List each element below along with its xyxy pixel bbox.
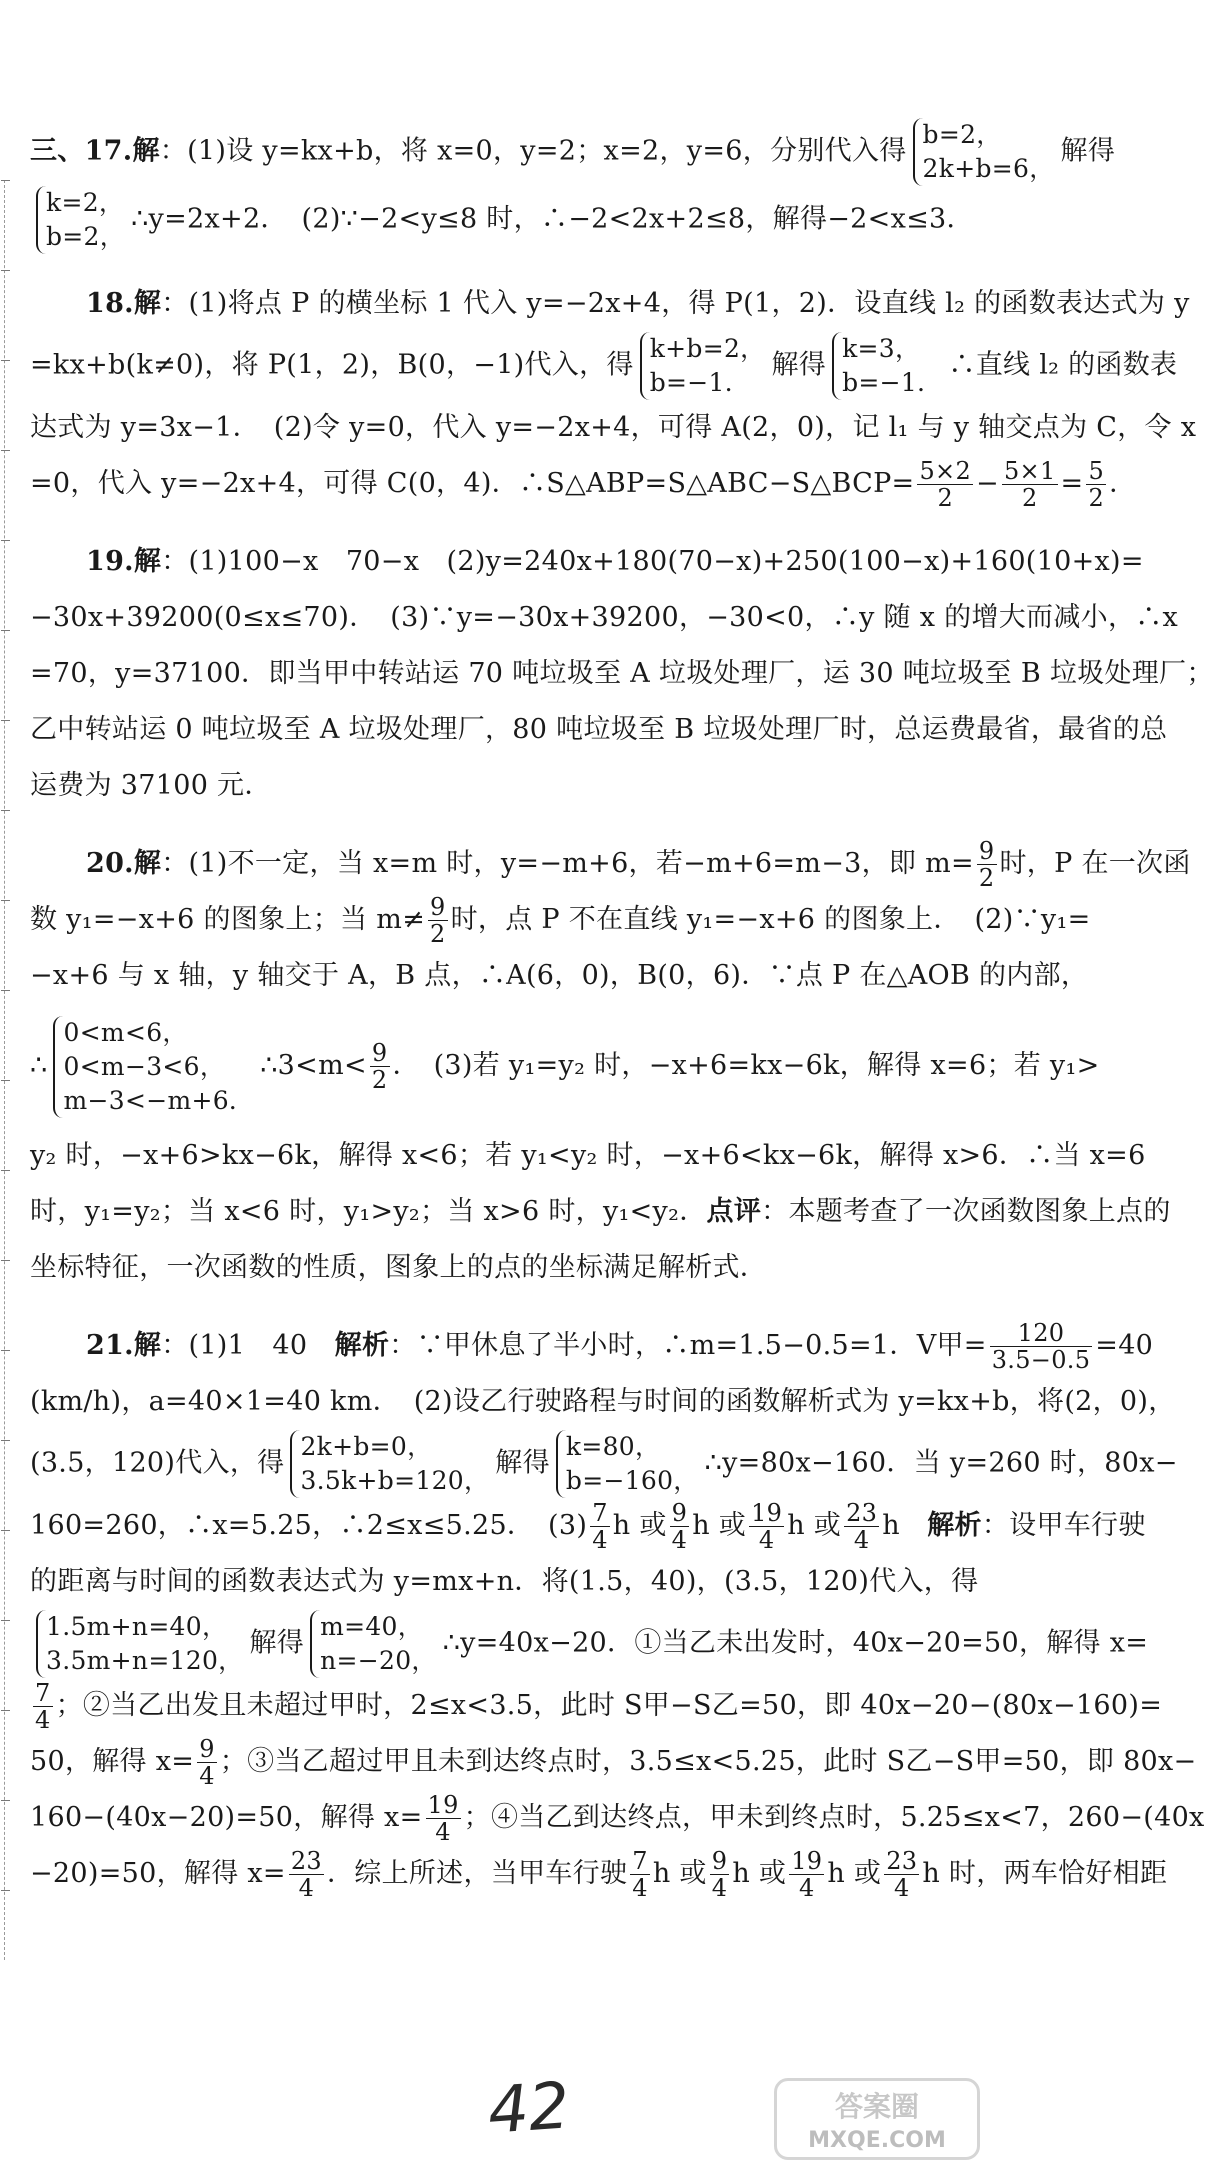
numerator: 23 xyxy=(886,1847,918,1875)
equation: k+b=2， xyxy=(649,334,766,363)
equation: 2k+b=0， xyxy=(300,1432,433,1461)
text: ：(1)设 y=kx+b，将 x=0，y=2；x=2，y=6，分别代入得 xyxy=(159,135,907,167)
answer-content xyxy=(30,118,1214,1924)
numerator: 19 xyxy=(791,1847,823,1875)
fraction xyxy=(630,1848,650,1901)
analysis-keyword: 解析 xyxy=(334,1330,390,1361)
text: ．综上所述，当甲车行驶 xyxy=(326,1858,628,1889)
text: h 或 xyxy=(732,1858,787,1889)
fraction xyxy=(670,1500,690,1553)
text: 时，P 在一次函 xyxy=(999,848,1191,879)
denominator: 3.5−0.5 xyxy=(991,1346,1091,1374)
solution-keyword: 解 xyxy=(133,848,162,879)
numerator: 5 xyxy=(1088,457,1105,485)
text: 时，点 P 不在直线 y₁=−x+6 的图象上． (2)∵y₁= xyxy=(450,904,1091,935)
text: ：(1)不一定，当 x=m 时，y=−m+6，若−m+6=m−3，即 m= xyxy=(161,848,974,879)
equation-system xyxy=(53,1016,254,1118)
line xyxy=(30,534,1144,590)
denominator: 4 xyxy=(199,1762,215,1790)
fraction xyxy=(990,1320,1093,1373)
fraction xyxy=(370,1040,390,1093)
denominator: 4 xyxy=(435,1818,451,1846)
text: =kx+b(k≠0)，将 P(1，2)，B(0，−1)代入，得 xyxy=(30,349,634,381)
numerator: 5×2 xyxy=(919,457,972,485)
text: ：设甲车行驶 xyxy=(981,1510,1146,1541)
denominator: 4 xyxy=(632,1874,648,1902)
numerator: 7 xyxy=(592,1499,608,1527)
line xyxy=(30,1128,1146,1184)
line xyxy=(30,758,978,814)
line xyxy=(30,186,978,254)
line xyxy=(30,1678,1163,1734)
text: ；④当乙到达终点，甲未到终点时，5.25≤x<7，260−(40x xyxy=(463,1802,1205,1833)
fraction xyxy=(33,1680,53,1733)
text: ∴y=2x+2． (2)∵−2<y≤8 时，∴−2<2x+2≤8，解得−2<x≤3． xyxy=(131,203,974,235)
watermark-text: 答案圈 xyxy=(834,2090,919,2123)
text: ：本题考查了一次函数图象上点的 xyxy=(761,1196,1171,1227)
text: (3.5，120)代入，得 xyxy=(30,1447,285,1479)
text: =0，代入 y=−2x+4，可得 C(0，4)．∴S△ABP=S△ABC−S△BCP= xyxy=(30,468,915,499)
text: ∴直线 l₂ 的函数表 xyxy=(948,349,1178,381)
text: 乙中转站运 0 吨垃圾至 A 垃圾处理厂，80 吨垃圾至 B 垃圾处理厂时，总运费最省，最省的总 xyxy=(30,714,1168,745)
question-number: 三、17. xyxy=(30,135,133,167)
numerator: 9 xyxy=(371,1039,388,1067)
text: (km/h)，a=40×1=40 km． (2)设乙行驶路程与时间的函数解析式为 y=kx+b，将(2，0)， xyxy=(30,1386,1176,1417)
denominator: 2 xyxy=(1021,484,1038,512)
fraction xyxy=(590,1500,610,1553)
equation: m−3<−m+6． xyxy=(63,1085,255,1115)
line xyxy=(30,1240,978,1296)
line: ∴ 0<m<6， 0<m−3<6， m−3<−m+6． ∴3<m< $\frac{9}{2}$ ． (3)若 y₁=y₂ 时，−x+6=kx−6k，解得 x=6；若 y₁> xyxy=(30,1004,978,1128)
equation: 0<m<6， xyxy=(63,1017,188,1047)
denominator: 4 xyxy=(798,1874,815,1902)
equation-system xyxy=(290,1430,489,1498)
text: y₂ 时，−x+6>kx−6k，解得 x<6；若 y₁<y₂ 时，−x+6<kx−6k，解得 x>6．∴当 x=6 xyxy=(30,1140,1146,1171)
text: ∴y=80x−160．当 y=260 时，80x− xyxy=(704,1447,1178,1479)
fraction xyxy=(917,458,973,511)
text: 解得 xyxy=(249,1627,305,1659)
line xyxy=(30,702,1168,758)
fraction xyxy=(428,894,448,947)
text: 50，解得 x= xyxy=(30,1746,195,1777)
fraction xyxy=(289,1848,324,1901)
line xyxy=(30,1790,1205,1846)
solution-keyword: 解 xyxy=(133,546,162,577)
denominator: 4 xyxy=(592,1526,608,1554)
numerator: 9 xyxy=(671,1499,688,1527)
line xyxy=(30,948,1089,1004)
text: h xyxy=(882,1510,928,1541)
question-number: 21. xyxy=(86,1330,134,1361)
text: 达式为 y=3x−1． (2)令 y=0，代入 y=−2x+4，可得 A(2，0)，记 l₁ 与 y 轴交点为 C，令 x xyxy=(30,412,1197,443)
fraction xyxy=(884,1848,919,1901)
text: 解得 xyxy=(1060,135,1116,167)
denominator: 2 xyxy=(371,1066,388,1094)
text: ∴y=40x−20．①当乙未出发时，40x−20=50，解得 x= xyxy=(442,1627,1149,1659)
text: 坐标特征，一次函数的性质，图象上的点的坐标满足解析式． xyxy=(30,1252,768,1283)
fraction xyxy=(710,1848,730,1901)
text: 解得 xyxy=(495,1447,550,1479)
denominator: 2 xyxy=(978,864,995,892)
equation: k=3， xyxy=(842,334,921,363)
equation-system xyxy=(310,1610,437,1678)
equation: k=2， xyxy=(46,188,125,217)
question-number: 18. xyxy=(86,288,134,319)
equation: m=40， xyxy=(320,1612,424,1641)
text: − xyxy=(976,468,999,499)
denominator: 4 xyxy=(758,1526,775,1554)
text: ；②当乙出发且未超过甲时，2≤x<3.5，此时 S甲−S乙=50，即 40x−20−(80x−160)= xyxy=(55,1690,1163,1721)
fraction xyxy=(789,1848,824,1901)
text: 160=260，∴x=5.25，∴2≤x≤5.25． (3) xyxy=(30,1510,588,1541)
fraction xyxy=(749,1500,784,1553)
numerator: 7 xyxy=(632,1847,648,1875)
line xyxy=(30,1318,1154,1374)
equation: b=2， xyxy=(46,222,126,251)
text: h 时，两车恰好相距 xyxy=(922,1858,1168,1889)
watermark-url: MXQE.COM xyxy=(808,2128,946,2153)
text: ；③当乙超过甲且未到达终点时，3.5≤x<5.25，此时 S乙−S甲=50，即 80x− xyxy=(219,1746,1197,1777)
line xyxy=(30,646,1214,702)
fraction xyxy=(977,838,997,891)
line xyxy=(30,590,1179,646)
text: −x+6 与 x 轴，y 轴交于 A，B 点，∴A(6，0)，B(0，6)．∵点 P 在△AOB 的内部， xyxy=(30,960,1089,991)
equation: 3.5m+n=120， xyxy=(46,1646,244,1675)
line xyxy=(30,892,1091,948)
numerator: 23 xyxy=(846,1499,878,1527)
denominator: 2 xyxy=(937,484,954,512)
text: 的距离与时间的函数表达式为 y=mx+n．将(1.5，40)，(3.5，120)代入，得 xyxy=(30,1566,979,1597)
numerator: 7 xyxy=(35,1679,51,1707)
text: =70，y=37100．即当甲中转站运 70 吨垃圾至 A 垃圾处理厂，运 30 吨垃圾至 B 垃圾处理厂； xyxy=(30,658,1214,689)
watermark-logo xyxy=(774,2078,980,2160)
solution-keyword: 解 xyxy=(132,135,160,167)
text: ． (3)若 y₁=y₂ 时，−x+6=kx−6k，解得 x=6；若 y₁> xyxy=(392,1050,1100,1081)
numerator: 19 xyxy=(427,1791,459,1819)
line xyxy=(30,118,1116,186)
numerator: 9 xyxy=(711,1847,728,1875)
text: ：(1)将点 P 的横坐标 1 代入 y=−2x+4，得 P(1，2)．设直线 l₂ 的函数表达式为 y xyxy=(161,288,1190,319)
line xyxy=(30,332,1178,400)
text: ：(1)1 40 xyxy=(161,1330,335,1361)
numerator: 23 xyxy=(290,1847,322,1875)
equation: b=−1． xyxy=(842,368,943,397)
text: 数 y₁=−x+6 的图象上；当 m≠ xyxy=(30,904,426,935)
question-17 xyxy=(30,118,1116,254)
denominator: 4 xyxy=(671,1526,688,1554)
text: ：∵甲休息了半小时，∴m=1.5−0.5=1．V甲= xyxy=(389,1330,987,1361)
line xyxy=(30,1554,978,1610)
denominator: 4 xyxy=(35,1706,51,1734)
numerator: 9 xyxy=(199,1735,215,1763)
text: −20)=50，解得 x= xyxy=(30,1858,286,1889)
text: h 或 xyxy=(612,1510,667,1541)
equation-system xyxy=(640,332,766,400)
text: h 或 xyxy=(827,1858,882,1889)
equation-system xyxy=(913,118,1055,186)
equation-system xyxy=(832,332,942,400)
solution-keyword: 解 xyxy=(133,288,162,319)
text: h 或 xyxy=(787,1510,842,1541)
line xyxy=(30,1498,1146,1554)
equation: n=−20， xyxy=(320,1646,437,1675)
fraction xyxy=(1086,458,1106,511)
text: ：(1)100−x 70−x (2)y=240x+180(70−x)+250(100−x)+160(10+x)= xyxy=(161,546,1144,577)
denominator: 4 xyxy=(298,1874,315,1902)
fraction xyxy=(426,1792,461,1845)
question-19 xyxy=(30,534,1214,814)
fraction xyxy=(1002,458,1058,511)
numerator: 9 xyxy=(978,837,995,865)
page-number: 42 xyxy=(485,2069,572,2149)
equation: b=−160， xyxy=(565,1466,699,1495)
text: = xyxy=(1060,468,1084,499)
text: h 或 xyxy=(692,1510,747,1541)
fraction xyxy=(844,1500,879,1553)
binding-margin xyxy=(4,180,13,1960)
comment-keyword: 点评 xyxy=(706,1196,762,1227)
text: h 或 xyxy=(652,1858,707,1889)
text: ． xyxy=(1109,468,1137,499)
analysis-keyword: 解析 xyxy=(927,1510,982,1541)
line xyxy=(30,1374,1176,1430)
line xyxy=(30,1734,1197,1790)
text: 运费为 37100 元． xyxy=(30,770,272,801)
equation: 0<m−3<6， xyxy=(63,1051,226,1081)
text: 解得 xyxy=(771,349,827,381)
denominator: 2 xyxy=(430,920,446,948)
equation-system xyxy=(36,1610,243,1678)
line xyxy=(30,1846,1168,1902)
equation-system xyxy=(556,1430,699,1498)
equation: 3.5k+b=120， xyxy=(300,1466,490,1495)
denominator: 4 xyxy=(711,1874,728,1902)
question-number: 19. xyxy=(86,546,134,577)
line xyxy=(30,1430,1178,1498)
text: 160−(40x−20)=50，解得 x= xyxy=(30,1802,423,1833)
denominator: 4 xyxy=(893,1874,910,1902)
numerator: 5×1 xyxy=(1003,457,1056,485)
question-21 xyxy=(30,1318,1205,1902)
equation: k=80， xyxy=(565,1432,661,1461)
numerator: 19 xyxy=(751,1499,783,1527)
line xyxy=(30,836,1191,892)
numerator: 120 xyxy=(990,1320,1093,1347)
numerator: 9 xyxy=(430,893,446,921)
equation: 1.5m+n=40， xyxy=(46,1612,228,1641)
question-number: 20. xyxy=(86,848,134,879)
text: ∴3<m< xyxy=(260,1050,367,1081)
line xyxy=(30,276,1190,332)
line xyxy=(30,400,1197,456)
denominator: 4 xyxy=(853,1526,870,1554)
denominator: 2 xyxy=(1088,484,1105,512)
equation: 2k+b=6， xyxy=(922,154,1055,183)
line xyxy=(30,1184,1171,1240)
solution-keyword: 解 xyxy=(133,1330,162,1361)
equation: b=−1． xyxy=(649,368,751,397)
equation: b=2， xyxy=(922,120,1002,149)
text: =40 xyxy=(1095,1330,1154,1361)
fraction xyxy=(197,1736,217,1789)
line xyxy=(30,1610,1149,1678)
text: −30x+39200(0≤x≤70)． (3)∵y=−30x+39200，−30<0，∴y 随 x 的增大而减小，∴x xyxy=(30,602,1179,633)
text: 时，y₁=y₂；当 x<6 时，y₁>y₂；当 x>6 时，y₁<y₂． xyxy=(30,1196,707,1227)
question-20 xyxy=(30,836,1191,1296)
equation-system xyxy=(36,186,125,254)
